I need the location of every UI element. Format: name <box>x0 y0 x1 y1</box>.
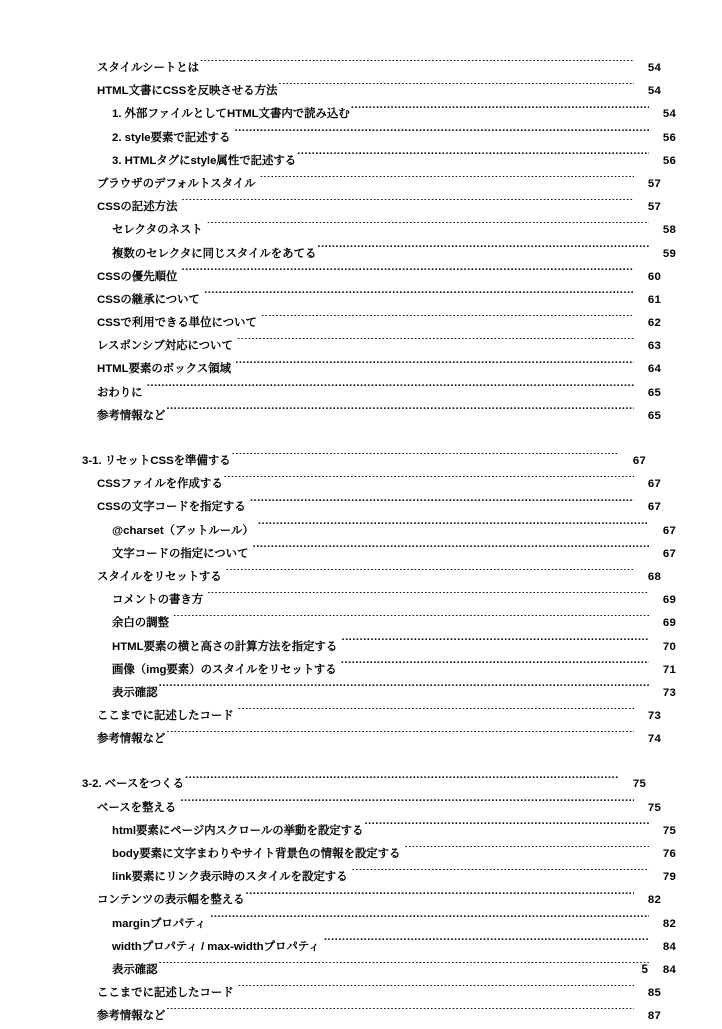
toc-entry[interactable] <box>82 473 661 496</box>
toc-entry-page-number: 64 <box>647 363 661 376</box>
toc-entry[interactable] <box>82 358 661 381</box>
dot-leader <box>258 522 649 533</box>
toc-entry-title: 余白の調整 <box>112 617 169 630</box>
dot-leader <box>166 731 634 742</box>
toc-entry[interactable] <box>82 266 661 289</box>
toc-entry[interactable] <box>82 543 676 566</box>
toc-entry-title: marginプロパティ <box>112 917 207 930</box>
toc-entry-page-number: 82 <box>647 894 661 907</box>
toc-entry-page-number: 59 <box>662 247 676 260</box>
toc-entry[interactable] <box>82 335 661 358</box>
toc-entry-page-number: 84 <box>662 940 676 953</box>
toc-entry-title: スタイルシートとは <box>97 62 200 74</box>
toc-entry-title: HTML文書にCSSを反映させる方法 <box>97 85 278 98</box>
toc-entry[interactable] <box>82 405 661 428</box>
dot-leader <box>341 661 649 672</box>
dot-leader <box>232 453 619 464</box>
table-of-contents <box>82 57 676 1029</box>
toc-entry[interactable] <box>82 196 661 219</box>
toc-entry[interactable] <box>82 312 661 335</box>
toc-entry[interactable] <box>82 797 661 820</box>
toc-entry-page-number: 54 <box>647 62 661 74</box>
dot-leader <box>180 799 634 810</box>
toc-entry-title: セレクタのネスト <box>112 224 203 237</box>
toc-entry-page-number: 65 <box>647 409 661 422</box>
toc-entry-page-number: 75 <box>662 824 676 837</box>
toc-entry-page-number: 67 <box>647 478 661 491</box>
toc-entry-title: おわりに <box>97 386 143 399</box>
toc-entry-title: body要素に文字まわりやサイト背景色の情報を設定する <box>112 848 401 860</box>
toc-entry-title: CSSの記述方法 <box>97 201 178 214</box>
dot-leader <box>260 176 634 187</box>
dot-leader <box>351 106 649 117</box>
toc-entry-title: 参考情報など <box>97 1010 166 1023</box>
toc-entry[interactable] <box>82 982 661 1005</box>
toc-entry[interactable] <box>82 959 676 982</box>
toc-entry[interactable] <box>82 682 676 705</box>
toc-entry-page-number: 71 <box>662 663 676 676</box>
dot-leader <box>297 152 649 163</box>
toc-entry-title: link要素にリンク表示時のスタイルを設定する <box>112 871 348 884</box>
toc-entry[interactable] <box>82 243 676 266</box>
toc-entry[interactable] <box>82 612 676 635</box>
toc-entry[interactable] <box>82 728 661 751</box>
toc-entry-page-number: 62 <box>647 317 661 330</box>
toc-entry-title: スタイルをリセットする <box>97 570 222 583</box>
toc-entry-title: 参考情報など <box>97 409 166 422</box>
toc-entry-page-number: 69 <box>662 617 676 630</box>
toc-entry-page-number: 61 <box>647 293 661 306</box>
toc-entry-title: 表示確認 <box>112 963 158 976</box>
toc-entry-page-number: 56 <box>662 131 676 144</box>
toc-entry-title: CSSの継承について <box>97 293 200 306</box>
toc-entry-page-number: 54 <box>662 108 676 121</box>
dot-leader <box>166 407 634 418</box>
toc-entry-page-number: 57 <box>647 177 661 190</box>
toc-entry-page-number: 68 <box>647 570 661 583</box>
toc-entry[interactable] <box>82 566 661 589</box>
toc-entry-title: 画像（img要素）のスタイルをリセットする <box>112 663 337 676</box>
dot-leader <box>166 1008 634 1019</box>
toc-entry-title: ここまでに記述したコード <box>97 710 234 723</box>
page-number-folio: 5 <box>641 963 648 976</box>
toc-entry[interactable] <box>82 589 676 612</box>
dot-leader <box>238 708 634 719</box>
toc-entry-title: html要素にページ内スクロールの挙動を設定する <box>112 824 364 837</box>
toc-entry[interactable] <box>82 450 646 473</box>
toc-entry-title: CSSで利用できる単位について <box>97 317 257 330</box>
toc-entry-title: CSSファイルを作成する <box>97 478 223 491</box>
toc-entry-title: ブラウザのデフォルトスタイル <box>97 177 256 190</box>
toc-entry-page-number: 69 <box>662 594 676 607</box>
toc-entry[interactable] <box>82 936 676 959</box>
toc-entry[interactable] <box>82 843 676 866</box>
toc-section <box>82 773 676 1028</box>
dot-leader <box>405 846 649 857</box>
toc-entry[interactable] <box>82 127 676 150</box>
dot-leader <box>235 129 649 140</box>
toc-entry-page-number: 56 <box>662 154 676 167</box>
toc-entry-title: ここまでに記述したコード <box>97 987 234 1000</box>
toc-entry-page-number: 67 <box>632 455 646 467</box>
toc-entry-page-number: 63 <box>647 340 661 353</box>
toc-entry-page-number: 58 <box>662 224 676 237</box>
dot-leader <box>278 83 634 94</box>
toc-entry-title: レスポンシブ対応について <box>97 340 233 353</box>
toc-entry-title: 3. HTMLタグにstyle属性で記述する <box>112 154 297 167</box>
dot-leader <box>246 892 634 903</box>
toc-entry[interactable] <box>82 913 676 936</box>
toc-entry-page-number: 74 <box>647 733 661 746</box>
toc-entry-title: 3-1. リセットCSSを準備する <box>82 455 231 467</box>
toc-entry[interactable] <box>82 520 676 543</box>
dot-leader <box>200 60 634 71</box>
toc-entry-title: コンテンツの表示幅を整える <box>97 894 245 907</box>
toc-entry[interactable] <box>82 866 676 889</box>
toc-entry[interactable] <box>82 80 661 103</box>
toc-section <box>82 57 676 428</box>
toc-entry[interactable] <box>82 173 661 196</box>
toc-entry[interactable] <box>82 889 661 912</box>
dot-leader <box>204 291 634 302</box>
toc-entry-page-number: 87 <box>647 1010 661 1023</box>
toc-entry-title: CSSの文字コードを指定する <box>97 501 246 514</box>
dot-leader <box>352 869 649 880</box>
toc-entry-page-number: 67 <box>647 501 661 514</box>
toc-entry-title: widthプロパティ / max-widthプロパティ <box>112 940 320 953</box>
toc-entry-title: 表示確認 <box>112 686 158 699</box>
toc-entry[interactable] <box>82 289 661 312</box>
dot-leader <box>261 315 634 326</box>
toc-entry-title: ベースを整える <box>97 801 177 814</box>
toc-entry[interactable] <box>82 496 661 519</box>
dot-leader <box>207 592 649 603</box>
toc-entry-title: 文字コードの指定について <box>112 547 249 560</box>
toc-entry[interactable] <box>82 705 661 728</box>
dot-leader <box>147 384 634 395</box>
toc-entry-title: HTML要素のボックス領域 <box>97 363 232 376</box>
toc-entry[interactable] <box>82 219 676 242</box>
dot-leader <box>253 545 649 556</box>
toc-entry-page-number: 75 <box>647 801 661 814</box>
toc-entry-page-number: 54 <box>647 85 661 98</box>
toc-entry-page-number: 60 <box>647 270 661 283</box>
dot-leader <box>324 938 649 949</box>
dot-leader <box>159 962 649 973</box>
toc-entry-page-number: 70 <box>662 640 676 653</box>
dot-leader <box>238 985 634 996</box>
toc-entry[interactable] <box>82 150 676 173</box>
toc-entry-page-number: 82 <box>662 917 676 930</box>
toc-entry[interactable] <box>82 382 661 405</box>
toc-entry-page-number: 67 <box>662 524 676 537</box>
dot-leader <box>185 776 619 787</box>
toc-entry[interactable] <box>82 659 676 682</box>
toc-entry-title: 3-2. ベースをつくる <box>82 778 184 791</box>
dot-leader <box>210 915 649 926</box>
dot-leader <box>182 268 634 279</box>
toc-entry-title: HTML要素の横と高さの計算方法を指定する <box>112 640 338 653</box>
toc-entry-title: 1. 外部ファイルとしてHTML文書内で読み込む <box>112 108 350 121</box>
dot-leader <box>224 476 634 487</box>
dot-leader <box>207 222 649 233</box>
toc-entry-title: コメントの書き方 <box>112 594 204 607</box>
toc-entry-page-number: 85 <box>647 987 661 1000</box>
dot-leader <box>250 499 634 510</box>
toc-entry-title: 参考情報など <box>97 733 166 746</box>
toc-entry-page-number: 73 <box>662 686 676 699</box>
dot-leader <box>159 684 649 695</box>
dot-leader <box>237 338 634 349</box>
dot-leader <box>173 615 649 626</box>
toc-entry[interactable] <box>82 820 676 843</box>
toc-entry-title: @charset（アットルール） <box>112 524 254 537</box>
toc-entry-title: 複数のセレクタに同じスタイルをあてる <box>112 247 317 260</box>
dot-leader <box>317 245 649 256</box>
dot-leader <box>364 822 649 833</box>
toc-entry-page-number: 84 <box>662 963 676 976</box>
dot-leader <box>182 199 634 210</box>
dot-leader <box>226 569 634 580</box>
toc-entry-title: CSSの優先順位 <box>97 270 178 283</box>
toc-section <box>82 450 676 751</box>
dot-leader <box>235 361 634 372</box>
toc-entry-page-number: 73 <box>647 710 661 723</box>
toc-entry-page-number: 76 <box>662 848 676 860</box>
toc-entry-page-number: 65 <box>647 386 661 399</box>
toc-entry[interactable] <box>82 773 646 796</box>
toc-entry[interactable] <box>82 103 676 126</box>
toc-entry[interactable] <box>82 636 676 659</box>
toc-entry-title: 2. style要素で記述する <box>112 131 231 144</box>
toc-entry[interactable] <box>82 57 661 80</box>
toc-entry-page-number: 67 <box>662 547 676 560</box>
toc-entry[interactable] <box>82 1005 661 1028</box>
toc-entry-page-number: 75 <box>632 778 646 791</box>
toc-entry-page-number: 57 <box>647 201 661 214</box>
toc-entry-page-number: 79 <box>662 871 676 884</box>
dot-leader <box>341 638 649 649</box>
